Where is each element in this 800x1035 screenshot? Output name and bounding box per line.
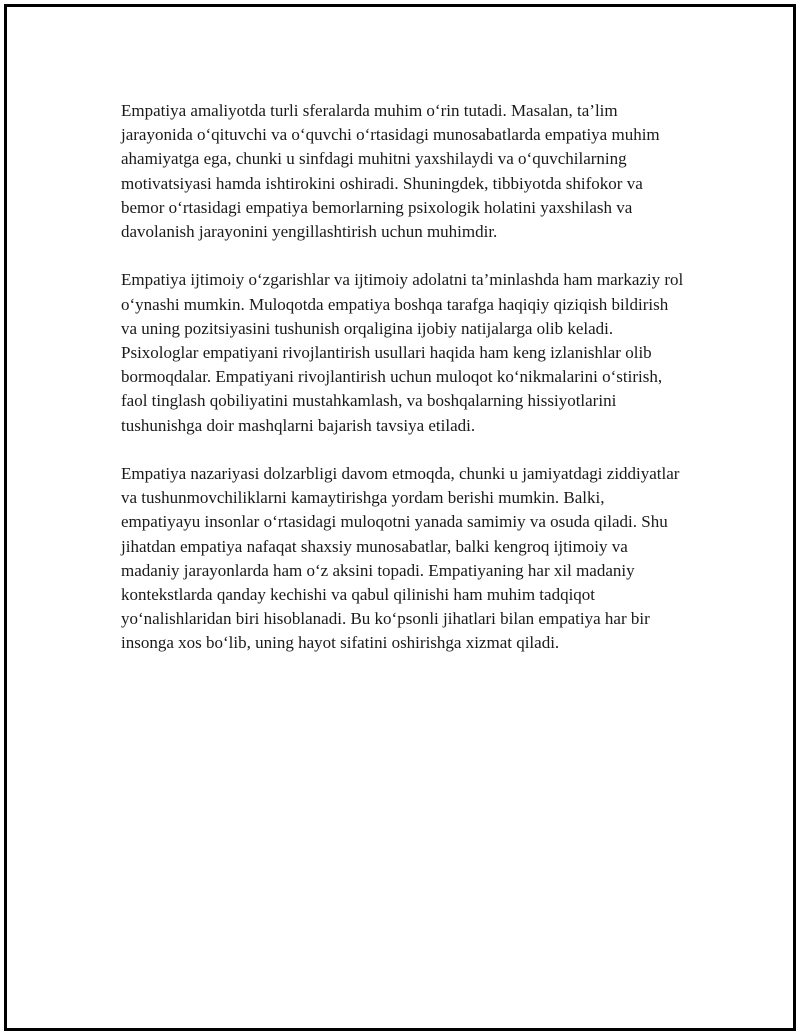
paragraph-3: Empatiya nazariyasi dolzarbligi davom etmoqda, chunki u jamiyatdagi ziddiyatlar va tushunmovchiliklarni kamaytirishga yordam berishi mumkin. Balki, empatiyayu insonlar o‘rtasidagi muloqotni yanada samimiy va osuda qiladi. Shu jihatdan empatiya nafaqat shaxsiy munosabatlar, balki kengroq ijtimoiy va madaniy jarayonlarda ham o‘z aksini topadi. Empatiyaning har xil madaniy kontekstlarda qanday kechishi va qabul qilinishi ham muhim tadqiqot yo‘nalishlaridan biri hisoblanadi. Bu ko‘psonli jihatlari bilan empatiya har bir insonga xos bo‘lib, uning hayot sifatini oshirishga xizmat qiladi.: [121, 464, 680, 653]
paragraph-2: Empatiya ijtimoiy o‘zgarishlar va ijtimoiy adolatni ta’minlashda ham markaziy rol o‘ynashi mumkin. Muloqotda empatiya boshqa tarafga haqiqiy qiziqish bildirish va uning pozitsiyasini tushunish orqaligina ijobiy natijalarga olib keladi. Psixologlar empatiyani rivojlantirish usullari haqida ham keng izlanishlar olib bormoqdalar. Empatiyani rivojlantirish uchun muloqot ko‘nikmalarini o‘stirish, faol tinglash qobiliyatini mustahkamlash, va boshqalarning hissiyotlarini tushunishga doir mashqlarni bajarish tavsiya etiladi.: [121, 270, 684, 435]
paragraph-1: Empatiya amaliyotda turli sferalarda muhim o‘rin tutadi. Masalan, ta’lim jarayonida o‘qituvchi va o‘quvchi o‘rtasidagi munosabatlarda empatiya muhim ahamiyatga ega, chunki u sinfdagi muhitni yaxshilaydi va o‘quvchilarning motivatsiyasi hamda ishtirokini oshiradi. Shuningdek, tibbiyotda shifokor va bemor o‘rtasidagi empatiya bemorlarning psixologik holatini yaxshilash va davolanish jarayonini yengillashtirish uchun muhimdir.: [121, 101, 660, 242]
page-border: [4, 4, 796, 1031]
document-body: [121, 99, 686, 680]
